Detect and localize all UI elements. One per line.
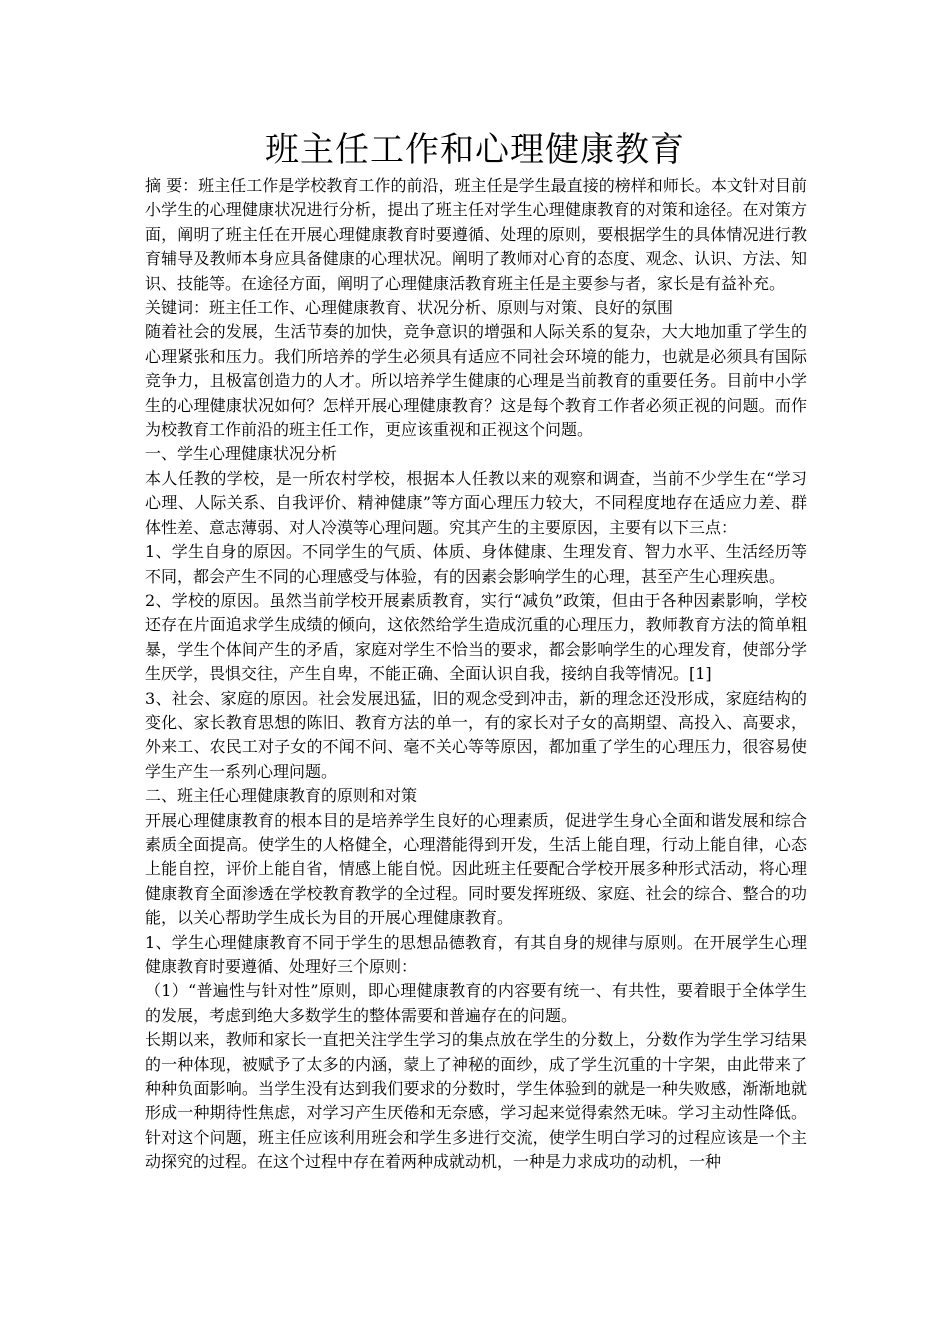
body-paragraph: 1、学生自身的原因。不同学生的气质、体质、身体健康、生理发育、智力水平、生活经历等不同，都会产生不同的心理感受与体验，有的因素会影响学生的心理，甚至产生心理疾患。 xyxy=(145,542,807,586)
section-heading-2: 二、班主任心理健康教育的原则和对策 xyxy=(145,786,418,806)
body-paragraph: 3、社会、家庭的原因。社会发展迅猛，旧的观念受到冲击，新的理念还没形成，家庭结构的变化、家长教育思想的陈旧、教育方法的单一，有的家长对子女的高期望、高投入、高要求，外来工、农民工对子女的不闻不问、毫不关心等等原因，都加重了学生的心理压力，很容易使学生产生一系列心理问题。 xyxy=(145,688,807,781)
body-paragraph: 长期以来，教师和家长一直把关注学生学习的集点放在学生的分数上，分数作为学生学习结果的一种体现，被赋予了太多的内涵，蒙上了神秘的面纱，成了学生沉重的十字架，由此带来了种种负面影响。当学生没有达到我们要求的分数时，学生体验到的就是一种失败感，渐渐地就形成一种期待性焦虑，对学习产生厌倦和无奈感，学习起来觉得索然无味。学习主动性降低。针对这个问题，班主任应该利用班会和学生多进行交流，使学生明白学习的过程应该是一个主动探究的过程。在这个过程中存在着两种成就动机，一种是力求成功的动机，一种 xyxy=(145,1030,807,1172)
intro-paragraph: 随着社会的发展，生活节奏的加快，竞争意识的增强和人际关系的复杂，大大地加重了学生的心理紧张和压力。我们所培养的学生必须具有适应不同社会环境的能力，也就是必须具有国际竞争力，且极富创造力的人才。所以培养学生健康的心理是当前教育的重要任务。目前中小学生的心理健康状况如何？怎样开展心理健康教育？这是每个教育工作者必须正视的问题。而作为校教育工作前沿的班主任工作，更应该重视和正视这个问题。 xyxy=(145,322,807,440)
body-paragraph: 本人任教的学校，是一所农村学校，根据本人任教以来的观察和调查，当前不少学生在“学习心理、人际关系、自我评价、精神健康”等方面心理压力较大，不同程度地存在适应力差、群体性差、意志薄弱、对人冷漠等心理问题。究其产生的主要原因，主要有以下三点： xyxy=(145,468,807,537)
document-body xyxy=(145,174,807,1175)
body-paragraph: （1）“普遍性与针对性”原则，即心理健康教育的内容要有统一、有共性，要着眼于全体学生的发展，考虑到绝大多数学生的整体需要和普遍存在的问题。 xyxy=(145,981,807,1025)
keywords-line: 关键词：班主任工作、心理健康教育、状况分析、原则与对策、良好的氛围 xyxy=(145,298,674,318)
body-paragraph: 开展心理健康教育的根本目的是培养学生良好的心理素质，促进学生身心全面和谐发展和综合素质全面提高。使学生的人格健全，心理潜能得到开发，生活上能自理，行动上能自律，心态上能自控，评价上能自省，情感上能自悦。因此班主任要配合学校开展多种形式活动，将心理健康教育全面渗透在学校教育教学的全过程。同时要发挥班级、家庭、社会的综合、整合的功能，以关心帮助学生成长为目的开展心理健康教育。 xyxy=(145,810,807,928)
section-heading-1: 一、学生心理健康状况分析 xyxy=(145,444,338,464)
abstract-paragraph: 摘 要：班主任工作是学校教育工作的前沿，班主任是学生最直接的榜样和师长。本文针对目前小学生的心理健康状况进行分析，提出了班主任对学生心理健康教育的对策和途径。在对策方面，阐明了班主任在开展心理健康教育时要遵循、处理的原则，要根据学生的具体情况进行教育辅导及教师本身应具备健康的心理状况。阐明了教师对心育的态度、观念、认识、方法、知识、技能等。在途径方面，阐明了心理健康活教育班主任是主要参与者，家长是有益补充。 xyxy=(145,176,807,293)
body-paragraph: 1、学生心理健康教育不同于学生的思想品德教育，有其自身的规律与原则。在开展学生心理健康教育时要遵循、处理好三个原则： xyxy=(145,932,807,976)
body-paragraph: 2、学校的原因。虽然当前学校开展素质教育，实行“减负”政策，但由于各种因素影响，学校还存在片面追求学生成绩的倾向，这依然给学生造成沉重的心理压力，教师教育方法的简单粗暴，学生个体间产生的矛盾，家庭对学生不恰当的要求，都会影响学生的心理发育，使部分学生厌学，畏惧交往，产生自卑，不能正确、全面认识自我，接纳自我等情况。[1] xyxy=(145,590,807,684)
document-title: 班主任工作和心理健康教育 xyxy=(265,130,685,170)
